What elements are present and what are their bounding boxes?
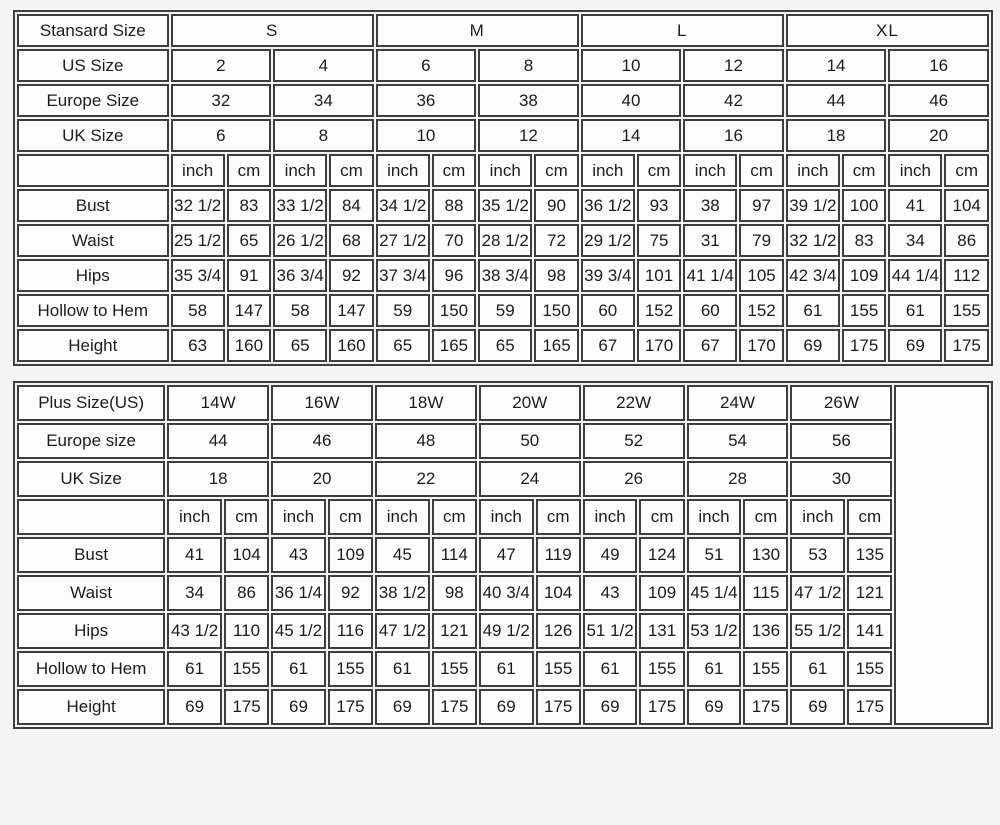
measure-value: 130 bbox=[743, 537, 788, 573]
measure-value: 83 bbox=[227, 189, 271, 222]
size-value: 20 bbox=[271, 461, 373, 497]
measure-value: 109 bbox=[639, 575, 684, 611]
row-label: Europe size bbox=[17, 423, 165, 459]
measure-value: 175 bbox=[847, 689, 892, 725]
measure-value: 121 bbox=[847, 575, 892, 611]
measure-value: 36 1/4 bbox=[271, 575, 326, 611]
measure-value: 84 bbox=[329, 189, 373, 222]
measure-value: 61 bbox=[479, 651, 534, 687]
measure-value: 160 bbox=[329, 329, 373, 362]
measure-value: 58 bbox=[273, 294, 327, 327]
measure-value: 69 bbox=[375, 689, 430, 725]
size-group-header: 22W bbox=[583, 385, 685, 421]
measure-value: 160 bbox=[227, 329, 271, 362]
size-group-header: 24W bbox=[687, 385, 789, 421]
measure-value: 124 bbox=[639, 537, 684, 573]
measure-value: 150 bbox=[432, 294, 476, 327]
unit-header: inch bbox=[375, 499, 430, 535]
size-value: 30 bbox=[790, 461, 892, 497]
row-label: UK Size bbox=[17, 461, 165, 497]
measure-value: 61 bbox=[375, 651, 430, 687]
measure-value: 38 1/2 bbox=[375, 575, 430, 611]
measure-value: 104 bbox=[224, 537, 269, 573]
measure-value: 43 bbox=[583, 575, 638, 611]
measure-value: 69 bbox=[888, 329, 942, 362]
measure-value: 70 bbox=[432, 224, 476, 257]
measure-value: 175 bbox=[842, 329, 886, 362]
measure-value: 147 bbox=[227, 294, 271, 327]
unit-header: cm bbox=[739, 154, 783, 187]
measure-value: 43 1/2 bbox=[167, 613, 222, 649]
measure-value: 65 bbox=[273, 329, 327, 362]
row-label: Height bbox=[17, 689, 165, 725]
measure-value: 92 bbox=[329, 259, 373, 292]
measure-value: 72 bbox=[534, 224, 578, 257]
measure-value: 175 bbox=[639, 689, 684, 725]
size-value: 44 bbox=[167, 423, 269, 459]
measure-value: 39 1/2 bbox=[786, 189, 840, 222]
size-value: 10 bbox=[581, 49, 682, 82]
measure-value: 119 bbox=[536, 537, 581, 573]
measure-value: 155 bbox=[639, 651, 684, 687]
row-label: Waist bbox=[17, 224, 169, 257]
size-value: 44 bbox=[786, 84, 887, 117]
size-value: 22 bbox=[375, 461, 477, 497]
unit-header: inch bbox=[786, 154, 840, 187]
row-label: Hollow to Hem bbox=[17, 294, 169, 327]
unit-header: cm bbox=[639, 499, 684, 535]
measure-value: 32 1/2 bbox=[171, 189, 225, 222]
unit-header: inch bbox=[687, 499, 742, 535]
plus-size-table bbox=[13, 381, 993, 729]
unit-header: inch bbox=[167, 499, 222, 535]
size-value: 28 bbox=[687, 461, 789, 497]
measure-value: 34 1/2 bbox=[376, 189, 430, 222]
size-group-header: XL bbox=[786, 14, 989, 47]
measure-value: 47 1/2 bbox=[375, 613, 430, 649]
size-value: 6 bbox=[171, 119, 272, 152]
measure-value: 47 bbox=[479, 537, 534, 573]
unit-header: cm bbox=[329, 154, 373, 187]
row-label: Europe Size bbox=[17, 84, 169, 117]
measure-value: 37 3/4 bbox=[376, 259, 430, 292]
measure-value: 60 bbox=[581, 294, 635, 327]
size-value: 48 bbox=[375, 423, 477, 459]
size-group-header: 16W bbox=[271, 385, 373, 421]
measure-value: 170 bbox=[739, 329, 783, 362]
measure-value: 67 bbox=[581, 329, 635, 362]
measure-value: 165 bbox=[432, 329, 476, 362]
size-value: 38 bbox=[478, 84, 579, 117]
size-value: 8 bbox=[478, 49, 579, 82]
measure-value: 69 bbox=[786, 329, 840, 362]
measure-value: 44 1/4 bbox=[888, 259, 942, 292]
measure-value: 155 bbox=[842, 294, 886, 327]
measure-value: 35 1/2 bbox=[478, 189, 532, 222]
measure-value: 91 bbox=[227, 259, 271, 292]
row-label bbox=[17, 154, 169, 187]
measure-value: 104 bbox=[944, 189, 989, 222]
measure-value: 69 bbox=[583, 689, 638, 725]
measure-value: 86 bbox=[944, 224, 989, 257]
measure-value: 28 1/2 bbox=[478, 224, 532, 257]
measure-value: 175 bbox=[944, 329, 989, 362]
measure-value: 165 bbox=[534, 329, 578, 362]
size-value: 2 bbox=[171, 49, 272, 82]
size-value: 36 bbox=[376, 84, 477, 117]
unit-header: inch bbox=[479, 499, 534, 535]
measure-value: 131 bbox=[639, 613, 684, 649]
measure-value: 29 1/2 bbox=[581, 224, 635, 257]
measure-value: 136 bbox=[743, 613, 788, 649]
measure-value: 26 1/2 bbox=[273, 224, 327, 257]
unit-header: inch bbox=[790, 499, 845, 535]
measure-value: 41 bbox=[167, 537, 222, 573]
measure-value: 47 1/2 bbox=[790, 575, 845, 611]
row-label bbox=[17, 499, 165, 535]
measure-value: 69 bbox=[687, 689, 742, 725]
measure-value: 69 bbox=[790, 689, 845, 725]
measure-value: 36 3/4 bbox=[273, 259, 327, 292]
measure-value: 35 3/4 bbox=[171, 259, 225, 292]
measure-value: 109 bbox=[328, 537, 373, 573]
measure-value: 97 bbox=[739, 189, 783, 222]
row-label: Waist bbox=[17, 575, 165, 611]
measure-value: 75 bbox=[637, 224, 681, 257]
measure-value: 61 bbox=[786, 294, 840, 327]
measure-value: 68 bbox=[329, 224, 373, 257]
measure-value: 67 bbox=[683, 329, 737, 362]
size-value: 56 bbox=[790, 423, 892, 459]
measure-value: 90 bbox=[534, 189, 578, 222]
measure-value: 98 bbox=[432, 575, 477, 611]
corner-label: Plus Size(US) bbox=[17, 385, 165, 421]
measure-value: 53 1/2 bbox=[687, 613, 742, 649]
empty-column bbox=[894, 385, 989, 725]
measure-value: 126 bbox=[536, 613, 581, 649]
measure-value: 69 bbox=[271, 689, 326, 725]
measure-value: 65 bbox=[376, 329, 430, 362]
measure-value: 109 bbox=[842, 259, 886, 292]
measure-value: 155 bbox=[847, 651, 892, 687]
measure-value: 36 1/2 bbox=[581, 189, 635, 222]
unit-header: inch bbox=[271, 499, 326, 535]
measure-value: 58 bbox=[171, 294, 225, 327]
row-label: Height bbox=[17, 329, 169, 362]
measure-value: 110 bbox=[224, 613, 269, 649]
measure-value: 59 bbox=[376, 294, 430, 327]
unit-header: cm bbox=[534, 154, 578, 187]
measure-value: 155 bbox=[743, 651, 788, 687]
unit-header: inch bbox=[583, 499, 638, 535]
size-value: 18 bbox=[786, 119, 887, 152]
measure-value: 112 bbox=[944, 259, 989, 292]
unit-header: inch bbox=[683, 154, 737, 187]
measure-value: 175 bbox=[328, 689, 373, 725]
unit-header: cm bbox=[743, 499, 788, 535]
measure-value: 175 bbox=[536, 689, 581, 725]
size-value: 42 bbox=[683, 84, 784, 117]
row-label: US Size bbox=[17, 49, 169, 82]
measure-value: 38 3/4 bbox=[478, 259, 532, 292]
measure-value: 41 bbox=[888, 189, 942, 222]
measure-value: 135 bbox=[847, 537, 892, 573]
measure-value: 61 bbox=[687, 651, 742, 687]
measure-value: 98 bbox=[534, 259, 578, 292]
unit-header: cm bbox=[432, 499, 477, 535]
measure-value: 175 bbox=[743, 689, 788, 725]
size-value: 12 bbox=[478, 119, 579, 152]
measure-value: 49 1/2 bbox=[479, 613, 534, 649]
measure-value: 45 bbox=[375, 537, 430, 573]
measure-value: 63 bbox=[171, 329, 225, 362]
size-value: 46 bbox=[888, 84, 989, 117]
size-group-header: M bbox=[376, 14, 579, 47]
unit-header: inch bbox=[171, 154, 225, 187]
measure-value: 65 bbox=[478, 329, 532, 362]
measure-value: 155 bbox=[224, 651, 269, 687]
measure-value: 155 bbox=[328, 651, 373, 687]
measure-value: 175 bbox=[432, 689, 477, 725]
unit-header: inch bbox=[581, 154, 635, 187]
row-label: Bust bbox=[17, 189, 169, 222]
measure-value: 93 bbox=[637, 189, 681, 222]
measure-value: 38 bbox=[683, 189, 737, 222]
measure-value: 45 1/4 bbox=[687, 575, 742, 611]
size-group-header: 18W bbox=[375, 385, 477, 421]
measure-value: 152 bbox=[739, 294, 783, 327]
measure-value: 100 bbox=[842, 189, 886, 222]
measure-value: 170 bbox=[637, 329, 681, 362]
unit-header: cm bbox=[842, 154, 886, 187]
size-value: 14 bbox=[581, 119, 682, 152]
measure-value: 155 bbox=[536, 651, 581, 687]
measure-value: 69 bbox=[479, 689, 534, 725]
measure-value: 115 bbox=[743, 575, 788, 611]
size-value: 20 bbox=[888, 119, 989, 152]
measure-value: 96 bbox=[432, 259, 476, 292]
row-label: Hollow to Hem bbox=[17, 651, 165, 687]
size-group-header: 20W bbox=[479, 385, 581, 421]
size-value: 16 bbox=[888, 49, 989, 82]
corner-label: Stansard Size bbox=[17, 14, 169, 47]
row-label: Hips bbox=[17, 613, 165, 649]
size-value: 8 bbox=[273, 119, 374, 152]
measure-value: 40 3/4 bbox=[479, 575, 534, 611]
measure-value: 152 bbox=[637, 294, 681, 327]
size-value: 14 bbox=[786, 49, 887, 82]
measure-value: 86 bbox=[224, 575, 269, 611]
measure-value: 45 1/2 bbox=[271, 613, 326, 649]
measure-value: 65 bbox=[227, 224, 271, 257]
size-value: 34 bbox=[273, 84, 374, 117]
size-value: 16 bbox=[683, 119, 784, 152]
measure-value: 155 bbox=[944, 294, 989, 327]
measure-value: 155 bbox=[432, 651, 477, 687]
measure-value: 51 1/2 bbox=[583, 613, 638, 649]
measure-value: 61 bbox=[167, 651, 222, 687]
measure-value: 61 bbox=[583, 651, 638, 687]
measure-value: 69 bbox=[167, 689, 222, 725]
size-value: 50 bbox=[479, 423, 581, 459]
size-value: 4 bbox=[273, 49, 374, 82]
measure-value: 88 bbox=[432, 189, 476, 222]
standard-size-table bbox=[13, 10, 993, 366]
row-label: Bust bbox=[17, 537, 165, 573]
size-value: 40 bbox=[581, 84, 682, 117]
size-value: 46 bbox=[271, 423, 373, 459]
size-group-header: 26W bbox=[790, 385, 892, 421]
size-value: 18 bbox=[167, 461, 269, 497]
size-value: 10 bbox=[376, 119, 477, 152]
measure-value: 34 bbox=[888, 224, 942, 257]
unit-header: cm bbox=[944, 154, 989, 187]
row-label: UK Size bbox=[17, 119, 169, 152]
size-value: 52 bbox=[583, 423, 685, 459]
measure-value: 79 bbox=[739, 224, 783, 257]
size-value: 32 bbox=[171, 84, 272, 117]
unit-header: cm bbox=[637, 154, 681, 187]
row-label: Hips bbox=[17, 259, 169, 292]
measure-value: 105 bbox=[739, 259, 783, 292]
measure-value: 42 3/4 bbox=[786, 259, 840, 292]
size-group-header: 14W bbox=[167, 385, 269, 421]
measure-value: 141 bbox=[847, 613, 892, 649]
unit-header: cm bbox=[432, 154, 476, 187]
unit-header: inch bbox=[273, 154, 327, 187]
unit-header: cm bbox=[328, 499, 373, 535]
measure-value: 49 bbox=[583, 537, 638, 573]
size-value: 54 bbox=[687, 423, 789, 459]
measure-value: 34 bbox=[167, 575, 222, 611]
size-group-header: L bbox=[581, 14, 784, 47]
measure-value: 61 bbox=[790, 651, 845, 687]
size-value: 12 bbox=[683, 49, 784, 82]
measure-value: 59 bbox=[478, 294, 532, 327]
measure-value: 175 bbox=[224, 689, 269, 725]
unit-header: inch bbox=[478, 154, 532, 187]
measure-value: 83 bbox=[842, 224, 886, 257]
size-value: 24 bbox=[479, 461, 581, 497]
measure-value: 32 1/2 bbox=[786, 224, 840, 257]
measure-value: 43 bbox=[271, 537, 326, 573]
size-value: 26 bbox=[583, 461, 685, 497]
measure-value: 150 bbox=[534, 294, 578, 327]
measure-value: 104 bbox=[536, 575, 581, 611]
measure-value: 55 1/2 bbox=[790, 613, 845, 649]
unit-header: cm bbox=[227, 154, 271, 187]
measure-value: 33 1/2 bbox=[273, 189, 327, 222]
measure-value: 116 bbox=[328, 613, 373, 649]
unit-header: inch bbox=[888, 154, 942, 187]
size-value: 6 bbox=[376, 49, 477, 82]
measure-value: 147 bbox=[329, 294, 373, 327]
unit-header: inch bbox=[376, 154, 430, 187]
unit-header: cm bbox=[847, 499, 892, 535]
measure-value: 25 1/2 bbox=[171, 224, 225, 257]
measure-value: 27 1/2 bbox=[376, 224, 430, 257]
measure-value: 92 bbox=[328, 575, 373, 611]
measure-value: 114 bbox=[432, 537, 477, 573]
measure-value: 31 bbox=[683, 224, 737, 257]
size-group-header: S bbox=[171, 14, 374, 47]
measure-value: 53 bbox=[790, 537, 845, 573]
measure-value: 39 3/4 bbox=[581, 259, 635, 292]
measure-value: 41 1/4 bbox=[683, 259, 737, 292]
measure-value: 121 bbox=[432, 613, 477, 649]
unit-header: cm bbox=[224, 499, 269, 535]
unit-header: cm bbox=[536, 499, 581, 535]
measure-value: 101 bbox=[637, 259, 681, 292]
measure-value: 61 bbox=[888, 294, 942, 327]
measure-value: 61 bbox=[271, 651, 326, 687]
measure-value: 51 bbox=[687, 537, 742, 573]
measure-value: 60 bbox=[683, 294, 737, 327]
